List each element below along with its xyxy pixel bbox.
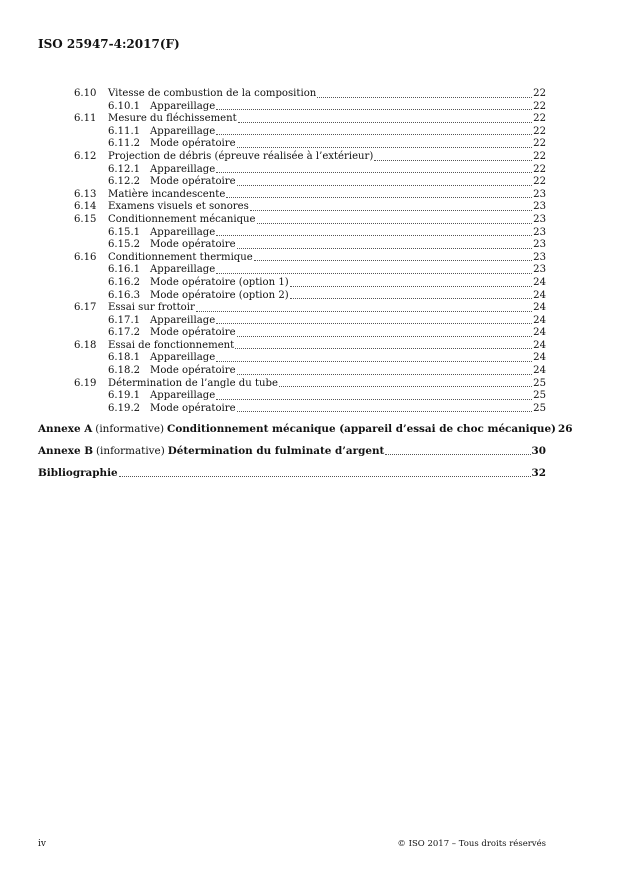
toc-entry-number: 6.11 [74,113,97,125]
annex-info: (informative) [95,423,165,436]
toc-entry-number: 6.16.1 [108,264,141,276]
dot-leader [226,196,532,198]
dot-leader [237,410,533,412]
toc-entry[interactable] [38,378,546,391]
toc-entry-page: 24 [533,289,546,301]
toc-entry-title: Mode opératoire [150,239,236,251]
dot-leader [279,385,532,387]
toc-entry-title: Mode opératoire [150,176,236,188]
toc-entry-title: Mode opératoire [150,327,236,339]
toc-entry-number: 6.18.1 [108,352,141,364]
toc-entry[interactable] [38,113,546,126]
toc-entry-number: 6.11.1 [108,125,141,137]
toc-entry-title: Essai sur frottoir [108,302,195,314]
toc-entry-number: 6.19.2 [108,402,141,414]
toc-entry-title: Appareillage [150,390,216,402]
dot-leader [216,108,532,110]
toc-entry-page: 24 [533,276,546,288]
annex-page: 30 [531,445,546,458]
toc-entry[interactable] [38,214,546,227]
toc-entry-page: 25 [533,390,546,402]
toc-entry-page: 23 [533,188,546,200]
toc-entry-page: 22 [533,88,546,99]
toc-entry-title: Examens visuels et sonores [108,201,249,213]
dot-leader [290,297,532,299]
toc-entry[interactable] [38,340,546,353]
toc-entry[interactable] [38,176,546,189]
toc-entry-number: 6.12 [74,150,97,162]
toc-entry-number: 6.17 [74,302,97,314]
dot-leader [238,121,532,123]
toc-entry-title: Appareillage [150,314,216,326]
toc-entry-number: 6.14 [74,201,97,213]
toc-entry-page: 25 [533,402,546,414]
dot-leader [196,310,532,312]
dot-leader [216,133,532,135]
toc-entry-title: Conditionnement thermique [108,251,253,263]
toc-entry[interactable] [38,138,546,151]
toc-entry-page: 24 [533,352,546,364]
toc-entry-title: Matière incandescente [108,188,226,200]
toc-entry-title: Conditionnement mécanique [108,213,256,225]
dot-leader [237,373,533,375]
toc-entry[interactable] [38,101,546,114]
page-number: iv [38,839,46,849]
toc-entry[interactable] [38,189,546,202]
toc-entry-number: 6.19 [74,377,97,389]
toc-entry-title: Vitesse de combustion de la composition [108,88,317,99]
table-of-contents [38,88,573,481]
toc-entry-page: 22 [533,150,546,162]
toc-entry[interactable] [38,390,546,403]
toc-entry[interactable] [38,365,546,378]
toc-entry-title: Appareillage [150,352,216,364]
toc-entry-title: Projection de débris (épreuve réalisée à l’extérieur) [108,150,374,162]
toc-entry[interactable] [38,126,546,139]
toc-entry[interactable] [38,327,546,340]
dot-leader [235,347,532,349]
toc-entry-number: 6.18 [74,339,97,351]
toc-entry-title: Essai de fonctionnement [108,339,235,351]
dot-leader [385,453,530,455]
dot-leader [374,159,532,161]
toc-entry[interactable] [38,239,546,252]
toc-entry-page: 23 [533,201,546,213]
dot-leader [216,398,532,400]
annex-label: Bibliographie [38,467,118,480]
toc-entry-page: 23 [533,264,546,276]
toc-entry[interactable] [38,264,546,277]
annex-page: 26 [557,423,573,436]
toc-entry[interactable] [38,277,546,290]
toc-entry-number: 6.16.2 [108,276,141,288]
toc-entry[interactable] [38,227,546,240]
toc-entry-title: Appareillage [150,163,216,175]
dot-leader [250,209,532,211]
toc-entry-page: 24 [533,365,546,377]
toc-entry-number: 6.18.2 [108,365,141,377]
toc-entry[interactable] [38,315,546,328]
dot-leader [257,222,533,224]
dot-leader [237,335,533,337]
dot-leader [216,272,532,274]
toc-entry-number: 6.11.2 [108,138,141,150]
dot-leader [119,475,531,477]
dot-leader [254,259,532,261]
toc-entry-title: Appareillage [150,125,216,137]
toc-entry-page: 23 [533,213,546,225]
toc-entry-number: 6.17.1 [108,314,141,326]
toc-entry[interactable] [38,88,546,101]
annex-entry[interactable] [38,465,546,481]
toc-entry-title: Mode opératoire [150,138,236,150]
toc-entry-page: 24 [533,327,546,339]
toc-entry-number: 6.10.1 [108,100,141,112]
toc-entry-title: Appareillage [150,226,216,238]
dot-leader [216,234,532,236]
dot-leader [237,247,533,249]
toc-entry-page: 23 [533,239,546,251]
toc-entry-number: 6.16 [74,251,97,263]
toc-entry-title: Mode opératoire [150,365,236,377]
toc-entry[interactable] [38,352,546,365]
toc-entry-number: 6.17.2 [108,327,141,339]
toc-entry-title: Mesure du fléchissement [108,113,237,125]
toc-entry-number: 6.15.2 [108,239,141,251]
toc-entry-number: 6.13 [74,188,97,200]
toc-entry[interactable] [38,403,546,416]
document-header: ISO 25947-4:2017(F) [38,37,180,51]
toc-entry-title: Mode opératoire [150,402,236,414]
annex-title: Détermination du fulminate d’argent [167,445,385,458]
annex-label: Annexe B [38,445,93,458]
annex-page: 32 [531,467,546,480]
annex-label: Annexe A [38,423,93,436]
toc-entry[interactable] [38,290,546,303]
copyright-notice: © ISO 2017 – Tous droits réservés [397,839,546,849]
toc-entry[interactable] [38,302,546,315]
toc-entry-number: 6.12.1 [108,163,141,175]
toc-entry-page: 23 [533,226,546,238]
toc-entry-number: 6.15 [74,213,97,225]
dot-leader [317,96,532,98]
toc-entry-page: 22 [533,176,546,188]
toc-entry-number: 6.15.1 [108,226,141,238]
dot-leader [216,171,532,173]
toc-entry-number: 6.16.3 [108,289,141,301]
annex-entry[interactable] [38,421,573,437]
toc-entries [38,88,546,415]
toc-entry-number: 6.12.2 [108,176,141,188]
annex-entries [38,421,573,481]
toc-entry[interactable] [38,151,546,164]
dot-leader [216,360,532,362]
dot-leader [237,184,533,186]
toc-entry-page: 25 [533,377,546,389]
toc-entry-page: 22 [533,100,546,112]
toc-entry-page: 23 [533,251,546,263]
toc-entry-page: 24 [533,314,546,326]
toc-entry-page: 22 [533,125,546,137]
toc-entry-title: Mode opératoire (option 2) [150,289,289,301]
toc-entry-page: 22 [533,163,546,175]
toc-entry-title: Mode opératoire (option 1) [150,276,289,288]
toc-entry-number: 6.19.1 [108,390,141,402]
toc-entry-title: Appareillage [150,264,216,276]
toc-entry-title: Détermination de l’angle du tube [108,377,278,389]
dot-leader [290,285,532,287]
annex-entry[interactable] [38,443,546,459]
dot-leader [237,146,533,148]
toc-entry[interactable] [38,201,546,214]
annex-title: Conditionnement mécanique (appareil d’essai de choc mécanique) [167,423,556,436]
annex-info: (informative) [96,445,165,458]
toc-entry-page: 22 [533,113,546,125]
toc-entry-number: 6.10 [74,88,97,99]
dot-leader [216,322,532,324]
toc-entry-title: Appareillage [150,100,216,112]
toc-entry-page: 24 [533,302,546,314]
toc-entry-page: 22 [533,138,546,150]
toc-entry[interactable] [38,252,546,265]
toc-entry[interactable] [38,164,546,177]
toc-entry-page: 24 [533,339,546,351]
